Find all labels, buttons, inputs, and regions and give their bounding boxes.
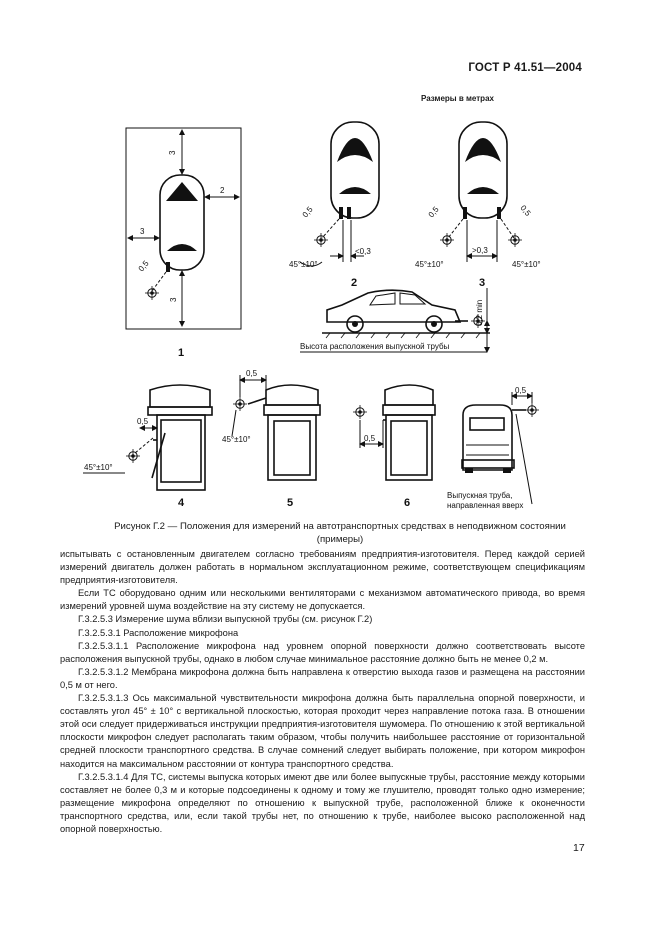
dim-05c-label: 0,5 [426, 204, 441, 220]
dim-05b-label: 0,5 [300, 204, 315, 220]
dim-05g-label: 0,5 [364, 434, 376, 443]
page-number: 17 [573, 842, 585, 854]
dim-3c-label: 3 [169, 297, 178, 302]
variant-5-number: 5 [287, 497, 294, 509]
angle-2-label: 45°±10° [289, 260, 318, 269]
paragraph-3: Г.3.2.5.3 Измерение шума вблизи выпускной трубы (см. рисунок Г.2) [78, 614, 373, 625]
variant-6-number: 6 [404, 497, 411, 509]
variant-4-diagram [83, 385, 212, 509]
angle-3a-label: 45°±10° [415, 260, 444, 269]
variant-3-diagram [415, 122, 541, 289]
paragraph-5: Г.3.2.5.3.1.1 Расположение микрофона над уровнем опорной поверхности должно соответствовать высоте расположения выпускной трубы, однако в любом случае минимальное расстояние должно быть не менее 0,2 м. [60, 640, 585, 664]
paragraph-6: Г.3.2.5.3.1.2 Мембрана микрофона должна быть направлена к отверстию выхода газов и размещена на расстоянии 0,5 м от него. [60, 666, 585, 690]
body-text [60, 548, 585, 836]
side-view-car [300, 288, 490, 352]
units-note: Размеры в метрах [421, 94, 494, 103]
exhaust-height-label: Высота расположения выпускной трубы [300, 342, 450, 351]
variant-6-diagram [353, 385, 435, 509]
variant-3-number: 3 [479, 277, 486, 289]
dim-05h-label: 0,5 [515, 386, 527, 395]
paragraph-1: испытывать с остановленным двигателем согласно требованиям предприятия-изготовителя. Перед каждой серией измерений двигатель должен работать в нормальном эксплуатационном режиме, соответствующем спецификациям предприятия-изготовителя. [60, 549, 585, 586]
dim-05f-label: 0,5 [246, 369, 258, 378]
dim-05a-label: 0,5 [136, 258, 151, 274]
variant-4-number: 4 [178, 497, 185, 509]
angle-3b-label: 45°±10° [512, 260, 541, 269]
pipe-label-line1: Выпускная труба, [447, 491, 513, 500]
angle-5-label: 45°±10° [222, 435, 251, 444]
dim-02min-label: 0,2 min [475, 299, 484, 326]
standard-header: ГОСТ Р 41.51—2004 [468, 62, 582, 74]
caption-line-2: (примеры) [316, 534, 364, 545]
paragraph-4: Г.3.2.5.3.1 Расположение микрофона [78, 627, 239, 638]
caption-line-1: Рисунок Г.2 — Положения для измерений на автотранспортных средствах в неподвижном состоянии [114, 521, 566, 532]
dim-lt03-label: <0,3 [355, 247, 371, 256]
dim-gt03-label: >0,3 [472, 246, 488, 255]
angle-4-label: 45°±10° [84, 463, 113, 472]
dim-3a-label: 3 [168, 150, 177, 155]
paragraph-2: Если ТС оборудовано одним или несколькими вентиляторами с механизмом автоматического привода, во время измерений уровней шума воздействие на эту систему не допускается. [60, 588, 585, 612]
dim-05e-label: 0,5 [137, 417, 149, 426]
variant-1-number: 1 [178, 347, 185, 359]
variant-2-diagram [289, 122, 379, 289]
paragraph-8: Г.3.2.5.3.1.4 Для ТС, системы выпуска которых имеют две или более выпускные трубы, расстояние между которыми составляет не более 0,3 м и которые подсоединены к одному и тому же глушителю, проводят только одно измерение; размещение микрофона определяют по отношению к выпускной трубе, расположенной ближе к оконечности транспортного средства, или, если такой трубы нет, по отношению к трубе, наиболее высоко расположенной над опорной поверхностью. [60, 771, 585, 834]
dim-2-label: 2 [220, 186, 225, 195]
variant-2-number: 2 [351, 277, 358, 289]
variant-1-diagram [126, 128, 241, 359]
dim-05d-label: 0,5 [518, 203, 533, 218]
upward-pipe-diagram [447, 386, 539, 510]
paragraph-7: Г.3.2.5.3.1.3 Ось максимальной чувствительности микрофона должна быть параллельна опорной поверхности, и составлять угол 45° ± 10° с вертикальной плоскостью, которая проходит через направление потока газа. В отношении этой оси следует придерживаться инструкции предприятия-изготовителя шумомера. По отношению к этой вертикальной плоскости микрофон следует располагать таким образом, чтобы получить наибольшее расстояние от горизонтальной средней плоскости транспортного средства. В случае сомнений следует выбирать положение, при котором микрофон находится на максимальном расстоянии от контура транспортного средства. [60, 693, 585, 769]
pipe-label-line2: направленная вверх [447, 501, 524, 510]
variant-5-diagram [222, 369, 320, 509]
figure-caption [60, 520, 620, 546]
dim-3b-label: 3 [140, 227, 145, 236]
